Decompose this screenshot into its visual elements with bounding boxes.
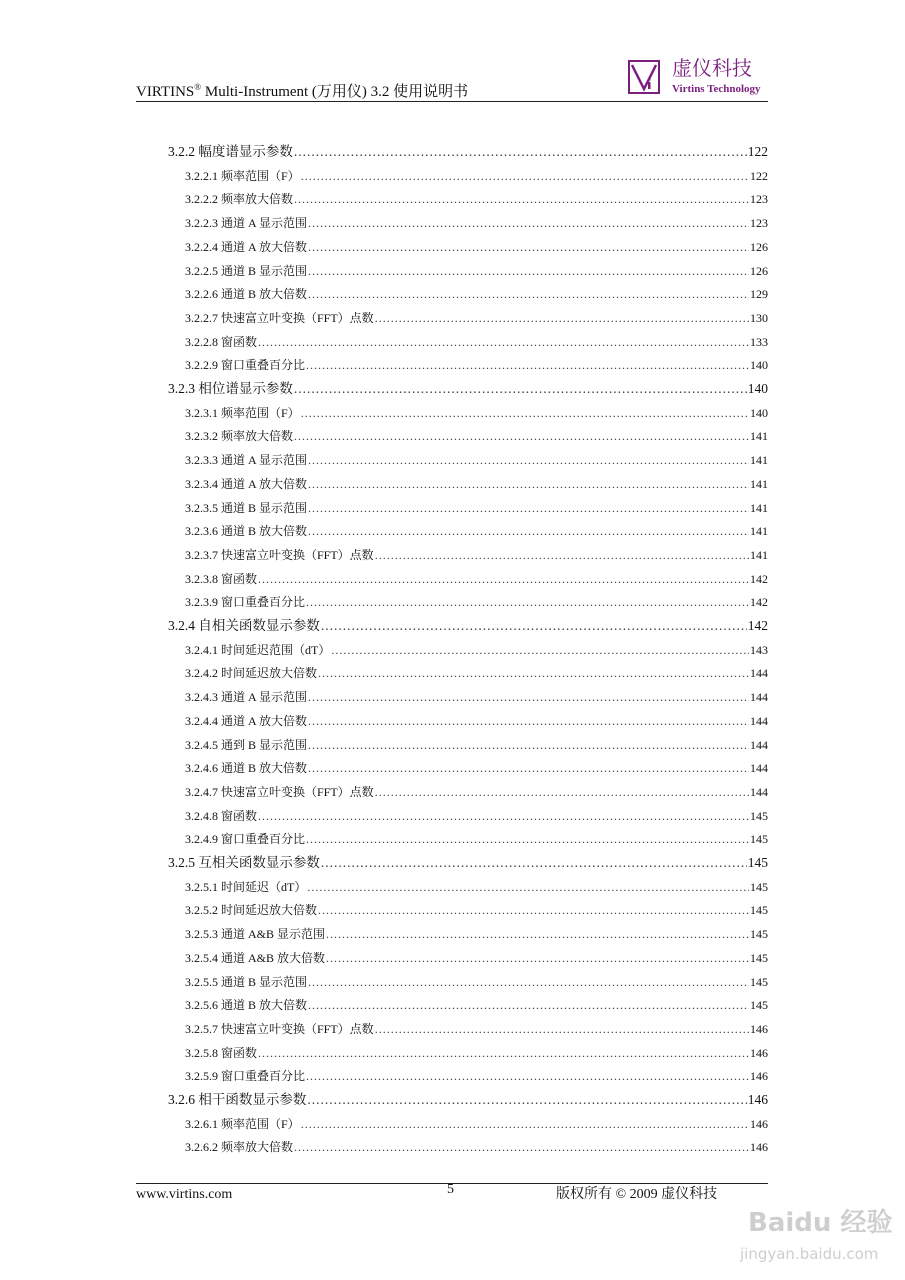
toc-entry-title [185, 166, 300, 186]
toc-entry-title [185, 332, 257, 352]
toc-entry-label: 通道 A 显示范围 [221, 690, 308, 705]
toc-entry-label: 通到 B 显示范围 [221, 737, 308, 752]
toc-leader-dots [308, 735, 749, 755]
toc-entry-title [185, 1019, 374, 1039]
toc-entry-label: 频率放大倍数 [221, 1140, 294, 1155]
toc-entry[interactable] [168, 616, 768, 636]
toc-leader-dots [306, 1066, 749, 1086]
toc-leader-dots [308, 261, 749, 281]
toc-entry-title [185, 213, 307, 233]
toc-entry-label: 时间延迟范围（dT） [221, 642, 331, 657]
watermark-brand: Baidu 经验 [748, 1208, 893, 1238]
toc-entry-label: 通道 B 放大倍数 [221, 761, 308, 776]
toc-entry[interactable] [168, 142, 768, 162]
toc-entry-number: 3.2.2 [168, 144, 195, 159]
toc-entry-number: 3.2.4.7 [185, 784, 218, 799]
toc-entry-number: 3.2.4.3 [185, 690, 218, 705]
toc-leader-dots [375, 545, 749, 565]
toc-entry-page: 141 [750, 524, 768, 539]
toc-entry-number: 3.2.2.1 [185, 168, 218, 183]
toc-entry-page: 130 [750, 310, 768, 325]
toc-entry-label: 通道 A&B 显示范围 [221, 927, 326, 942]
toc-entry-label: 时间延迟放大倍数 [221, 666, 318, 681]
toc-entry-label: 通道 B 放大倍数 [221, 998, 308, 1013]
toc-leader-dots [294, 379, 747, 399]
toc-entry-page: 146 [750, 1140, 768, 1155]
toc-entry-number: 3.2.4.8 [185, 808, 218, 823]
toc-entry-title [185, 545, 374, 565]
toc-entry-page: 142 [747, 618, 768, 633]
toc-entry-number: 3.2.3.9 [185, 595, 218, 610]
toc-entry-label: 通道 B 显示范围 [221, 500, 308, 515]
toc-entry-label: 时间延迟（dT） [221, 879, 307, 894]
toc-leader-dots [308, 213, 749, 233]
toc-entry-page: 142 [750, 595, 768, 610]
toc-entry-page: 141 [750, 453, 768, 468]
baidu-watermark [740, 1208, 902, 1274]
toc-leader-dots [258, 569, 749, 589]
toc-entry-page: 144 [750, 784, 768, 799]
toc-entry-number: 3.2.3.8 [185, 571, 218, 586]
toc-entry-page: 141 [750, 500, 768, 515]
toc-entry[interactable] [185, 592, 768, 612]
toc-entry-title [185, 1114, 300, 1134]
toc-entry-label: 窗函数 [221, 334, 258, 349]
toc-entry-label: 频率范围（F） [221, 168, 300, 183]
toc-leader-dots [308, 498, 749, 518]
toc-entry-title [185, 237, 307, 257]
toc-entry-number: 3.2.2.3 [185, 216, 218, 231]
toc-entry-label: 快速富立叶变换（FFT）点数 [221, 1021, 374, 1036]
toc-leader-dots [294, 142, 747, 162]
toc-entry-number: 3.2.5 [168, 855, 195, 870]
toc-entry-title [185, 900, 317, 920]
toc-entry-label: 通道 B 放大倍数 [221, 524, 308, 539]
page-number: 5 [447, 1182, 454, 1197]
toc-entry-number: 3.2.4 [168, 618, 195, 633]
toc-entry-title [185, 355, 305, 375]
toc-entry[interactable] [185, 498, 768, 518]
toc-entry-number: 3.2.5.8 [185, 1045, 218, 1060]
toc-entry-title [185, 189, 293, 209]
toc-entry-page: 140 [747, 381, 768, 396]
toc-entry-title [185, 924, 325, 944]
toc-entry-page: 142 [750, 571, 768, 586]
toc-entry-number: 3.2.4.4 [185, 713, 218, 728]
toc-entry-number: 3.2.2.7 [185, 310, 218, 325]
toc-entry-title [185, 640, 330, 660]
toc-entry[interactable] [185, 1043, 768, 1063]
toc-entry[interactable] [185, 1066, 768, 1086]
toc-entry-label: 快速富立叶变换（FFT）点数 [221, 310, 374, 325]
toc-entry[interactable] [185, 355, 768, 375]
toc-entry-label: 时间延迟放大倍数 [221, 903, 318, 918]
toc-leader-dots [301, 166, 749, 186]
copyright-text: 版权所有 © 2009 虚仪科技 [556, 1187, 718, 1202]
toc-entry[interactable] [185, 332, 768, 352]
toc-entry-number: 3.2.5.7 [185, 1021, 218, 1036]
toc-entry-label: 窗口重叠百分比 [221, 832, 306, 847]
toc-entry-page: 145 [750, 808, 768, 823]
toc-entry-number: 3.2.4.9 [185, 832, 218, 847]
toc-entry-page: 126 [750, 263, 768, 278]
toc-entry-number: 3.2.2.9 [185, 358, 218, 373]
toc-leader-dots [318, 663, 749, 683]
toc-entry-title [185, 1066, 305, 1086]
toc-entry-page: 145 [747, 855, 768, 870]
toc-entry-title [185, 687, 307, 707]
toc-entry-label: 通道 B 显示范围 [221, 974, 308, 989]
toc-entry-number: 3.2.5.5 [185, 974, 218, 989]
toc-entry-number: 3.2.5.9 [185, 1069, 218, 1084]
toc-entry[interactable] [185, 806, 768, 826]
toc-entry-number: 3.2.6 [168, 1092, 195, 1107]
toc-entry[interactable] [168, 1090, 768, 1110]
toc-entry-number: 3.2.4.2 [185, 666, 218, 681]
toc-entry-label: 频率放大倍数 [221, 192, 294, 207]
toc-entry-title [185, 284, 307, 304]
toc-entry-page: 144 [750, 713, 768, 728]
toc-leader-dots [331, 640, 749, 660]
toc-entry-number: 3.2.5.2 [185, 903, 218, 918]
toc-entry[interactable] [185, 877, 768, 897]
toc-entry-title [185, 592, 305, 612]
toc-entry[interactable] [185, 426, 768, 446]
toc-entry-page: 145 [750, 998, 768, 1013]
toc-leader-dots [301, 1114, 749, 1134]
toc-entry[interactable] [185, 900, 768, 920]
toc-entry-title [185, 498, 307, 518]
toc-entry-title [185, 521, 307, 541]
toc-leader-dots [375, 1019, 749, 1039]
toc-entry-page: 145 [750, 879, 768, 894]
toc-leader-dots [308, 284, 749, 304]
toc-entry[interactable] [185, 1114, 768, 1134]
toc-entry[interactable] [185, 1137, 768, 1157]
toc-entry-label: 窗函数 [221, 1045, 258, 1060]
toc-entry-label: 通道 A&B 放大倍数 [221, 950, 326, 965]
toc-entry-title [168, 379, 293, 399]
toc-entry-label: 窗函数 [221, 571, 258, 586]
toc-entry-label: 频率放大倍数 [221, 429, 294, 444]
toc-entry-number: 3.2.6.2 [185, 1140, 218, 1155]
toc-leader-dots [306, 355, 749, 375]
toc-entry-label: 窗函数 [221, 808, 258, 823]
toc-entry[interactable] [185, 640, 768, 660]
toc-leader-dots [308, 758, 749, 778]
toc-entry-title [185, 758, 307, 778]
toc-entry[interactable] [185, 1019, 768, 1039]
toc-entry-title [185, 308, 374, 328]
toc-entry-label: 频率范围（F） [221, 405, 300, 420]
toc-entry-page: 140 [750, 358, 768, 373]
toc-leader-dots [375, 782, 749, 802]
toc-entry-page: 141 [750, 476, 768, 491]
toc-entry[interactable] [185, 735, 768, 755]
toc-entry[interactable] [185, 237, 768, 257]
toc-entry-number: 3.2.2.8 [185, 334, 218, 349]
toc-entry-page: 129 [750, 287, 768, 302]
toc-entry-title [185, 663, 317, 683]
toc-entry-number: 3.2.5.1 [185, 879, 218, 894]
toc-entry[interactable] [185, 569, 768, 589]
logo-chinese-name: 虚仪科技 [672, 56, 752, 80]
toc-entry-label: 互相关函数显示参数 [198, 855, 320, 870]
toc-entry-title [185, 877, 306, 897]
toc-leader-dots [308, 237, 749, 257]
toc-entry-label: 快速富立叶变换（FFT）点数 [221, 784, 374, 799]
toc-leader-dots [308, 474, 749, 494]
toc-entry-page: 145 [750, 832, 768, 847]
toc-entry-label: 通道 B 放大倍数 [221, 287, 308, 302]
toc-entry-number: 3.2.3.7 [185, 547, 218, 562]
toc-entry-page: 123 [750, 192, 768, 207]
toc-entry-number: 3.2.3.3 [185, 453, 218, 468]
toc-entry[interactable] [185, 403, 768, 423]
toc-entry-label: 频率范围（F） [221, 1116, 300, 1131]
footer-url: www.virtins.com [136, 1187, 233, 1202]
toc-leader-dots [306, 829, 749, 849]
toc-entry-title [185, 426, 293, 446]
toc-entry[interactable] [185, 308, 768, 328]
toc-entry-title [185, 1043, 257, 1063]
toc-leader-dots [308, 711, 749, 731]
toc-entry-page: 146 [750, 1021, 768, 1036]
toc-entry-title [185, 711, 307, 731]
toc-entry[interactable] [185, 687, 768, 707]
toc-leader-dots [294, 1137, 749, 1157]
toc-entry-title [185, 806, 257, 826]
toc-entry-page: 144 [750, 690, 768, 705]
toc-entry[interactable] [185, 189, 768, 209]
toc-entry-page: 122 [750, 168, 768, 183]
toc-leader-dots [294, 426, 749, 446]
toc-leader-dots [307, 1090, 746, 1110]
toc-entry[interactable] [185, 166, 768, 186]
toc-entry-label: 通道 B 显示范围 [221, 263, 308, 278]
toc-entry[interactable] [168, 853, 768, 873]
toc-entry-label: 窗口重叠百分比 [221, 358, 306, 373]
toc-entry-title [185, 972, 307, 992]
toc-entry-page: 123 [750, 216, 768, 231]
toc-leader-dots [307, 877, 749, 897]
toc-entry[interactable] [185, 261, 768, 281]
toc-entry-number: 3.2.3.1 [185, 405, 218, 420]
toc-entry-number: 3.2.3.6 [185, 524, 218, 539]
toc-leader-dots [326, 924, 749, 944]
toc-entry-title [168, 853, 320, 873]
toc-leader-dots [308, 521, 749, 541]
toc-entry[interactable] [185, 758, 768, 778]
toc-entry-page: 146 [750, 1116, 768, 1131]
toc-entry-number: 3.2.3.5 [185, 500, 218, 515]
toc-entry-number: 3.2.5.6 [185, 998, 218, 1013]
toc-entry-page: 145 [750, 950, 768, 965]
company-logo [628, 58, 768, 98]
toc-entry-number: 3.2.2.6 [185, 287, 218, 302]
toc-entry-page: 145 [750, 903, 768, 918]
toc-entry[interactable] [185, 545, 768, 565]
toc-entry-number: 3.2.3.4 [185, 476, 218, 491]
toc-entry-page: 144 [750, 737, 768, 752]
toc-entry-title [185, 450, 307, 470]
toc-leader-dots [258, 332, 749, 352]
toc-entry-number: 3.2.2.5 [185, 263, 218, 278]
toc-leader-dots [308, 450, 749, 470]
toc-entry-number: 3.2.6.1 [185, 1116, 218, 1131]
toc-entry[interactable] [185, 663, 768, 683]
toc-entry-page: 144 [750, 666, 768, 681]
toc-entry-label: 通道 A 放大倍数 [221, 476, 308, 491]
toc-entry[interactable] [185, 972, 768, 992]
toc-entry[interactable] [185, 995, 768, 1015]
toc-entry-title [185, 474, 307, 494]
toc-entry[interactable] [185, 521, 768, 541]
toc-entry-label: 通道 A 显示范围 [221, 216, 308, 231]
toc-entry[interactable] [185, 711, 768, 731]
toc-entry-label: 相位谱显示参数 [198, 381, 293, 396]
toc-leader-dots [326, 948, 749, 968]
toc-entry-label: 通道 A 放大倍数 [221, 713, 308, 728]
logo-english-name: Virtins Technology [672, 83, 761, 95]
toc-entry-page: 140 [750, 405, 768, 420]
watermark-domain: jingyan.baidu.com [740, 1245, 879, 1263]
toc-entry[interactable] [185, 284, 768, 304]
toc-entry[interactable] [185, 924, 768, 944]
toc-entry[interactable] [185, 450, 768, 470]
toc-entry-label: 相干函数显示参数 [198, 1092, 307, 1107]
toc-leader-dots [318, 900, 749, 920]
toc-leader-dots [308, 687, 749, 707]
toc-entry[interactable] [185, 829, 768, 849]
toc-entry[interactable] [185, 474, 768, 494]
toc-leader-dots [321, 616, 747, 636]
toc-entry-number: 3.2.2.4 [185, 239, 218, 254]
toc-entry[interactable] [185, 213, 768, 233]
toc-leader-dots [258, 806, 749, 826]
toc-entry-page: 141 [750, 429, 768, 444]
toc-entry-page: 146 [750, 1069, 768, 1084]
toc-entry-title [185, 1137, 293, 1157]
toc-entry-label: 快速富立叶变换（FFT）点数 [221, 547, 374, 562]
toc-leader-dots [258, 1043, 749, 1063]
toc-entry-label: 通道 A 放大倍数 [221, 239, 308, 254]
toc-entry-label: 通道 A 显示范围 [221, 453, 308, 468]
toc-entry-number: 3.2.4.1 [185, 642, 218, 657]
toc-entry-page: 146 [747, 1092, 768, 1107]
toc-leader-dots [308, 972, 749, 992]
toc-entry-number: 3.2.3.2 [185, 429, 218, 444]
toc-entry-title [185, 261, 307, 281]
logo-vi-icon [628, 60, 660, 94]
toc-entry-page: 122 [747, 144, 768, 159]
toc-entry-title [168, 142, 293, 162]
toc-entry-title [185, 829, 305, 849]
title-brand: VIRTINS [136, 84, 195, 100]
registered-mark: ® [194, 82, 202, 92]
toc-entry-number: 3.2.4.5 [185, 737, 218, 752]
toc-entry-number: 3.2.5.4 [185, 950, 218, 965]
toc-leader-dots [321, 853, 747, 873]
toc-entry-page: 145 [750, 974, 768, 989]
toc-entry-label: 窗口重叠百分比 [221, 595, 306, 610]
toc-entry-number: 3.2.3 [168, 381, 195, 396]
toc-entry-title [185, 782, 374, 802]
toc-entry[interactable] [168, 379, 768, 399]
toc-entry-number: 3.2.4.6 [185, 761, 218, 776]
header-divider [136, 101, 768, 102]
title-rest: Multi-Instrument (万用仪) 3.2 使用说明书 [201, 84, 469, 100]
toc-entry-label: 幅度谱显示参数 [198, 144, 293, 159]
toc-entry-label: 自相关函数显示参数 [198, 618, 320, 633]
toc-entry-title [185, 948, 325, 968]
toc-entry-number: 3.2.5.3 [185, 927, 218, 942]
toc-leader-dots [375, 308, 749, 328]
toc-entry-page: 143 [750, 642, 768, 657]
toc-entry-page: 133 [750, 334, 768, 349]
toc-entry-title [168, 616, 320, 636]
toc-entry-title [185, 735, 307, 755]
toc-entry[interactable] [185, 948, 768, 968]
toc-entry[interactable] [185, 782, 768, 802]
toc-entry-page: 144 [750, 761, 768, 776]
toc-entry-title [185, 403, 300, 423]
toc-entry-title [185, 569, 257, 589]
toc-entry-page: 126 [750, 239, 768, 254]
toc-entry-number: 3.2.2.2 [185, 192, 218, 207]
toc-entry-label: 窗口重叠百分比 [221, 1069, 306, 1084]
toc-leader-dots [301, 403, 749, 423]
toc-entry-page: 146 [750, 1045, 768, 1060]
toc-leader-dots [306, 592, 749, 612]
toc-entry-title [168, 1090, 306, 1110]
toc-leader-dots [294, 189, 749, 209]
toc-entry-page: 145 [750, 927, 768, 942]
toc-entry-page: 141 [750, 547, 768, 562]
toc-leader-dots [308, 995, 749, 1015]
document-title [136, 80, 468, 101]
toc-entry-title [185, 995, 307, 1015]
